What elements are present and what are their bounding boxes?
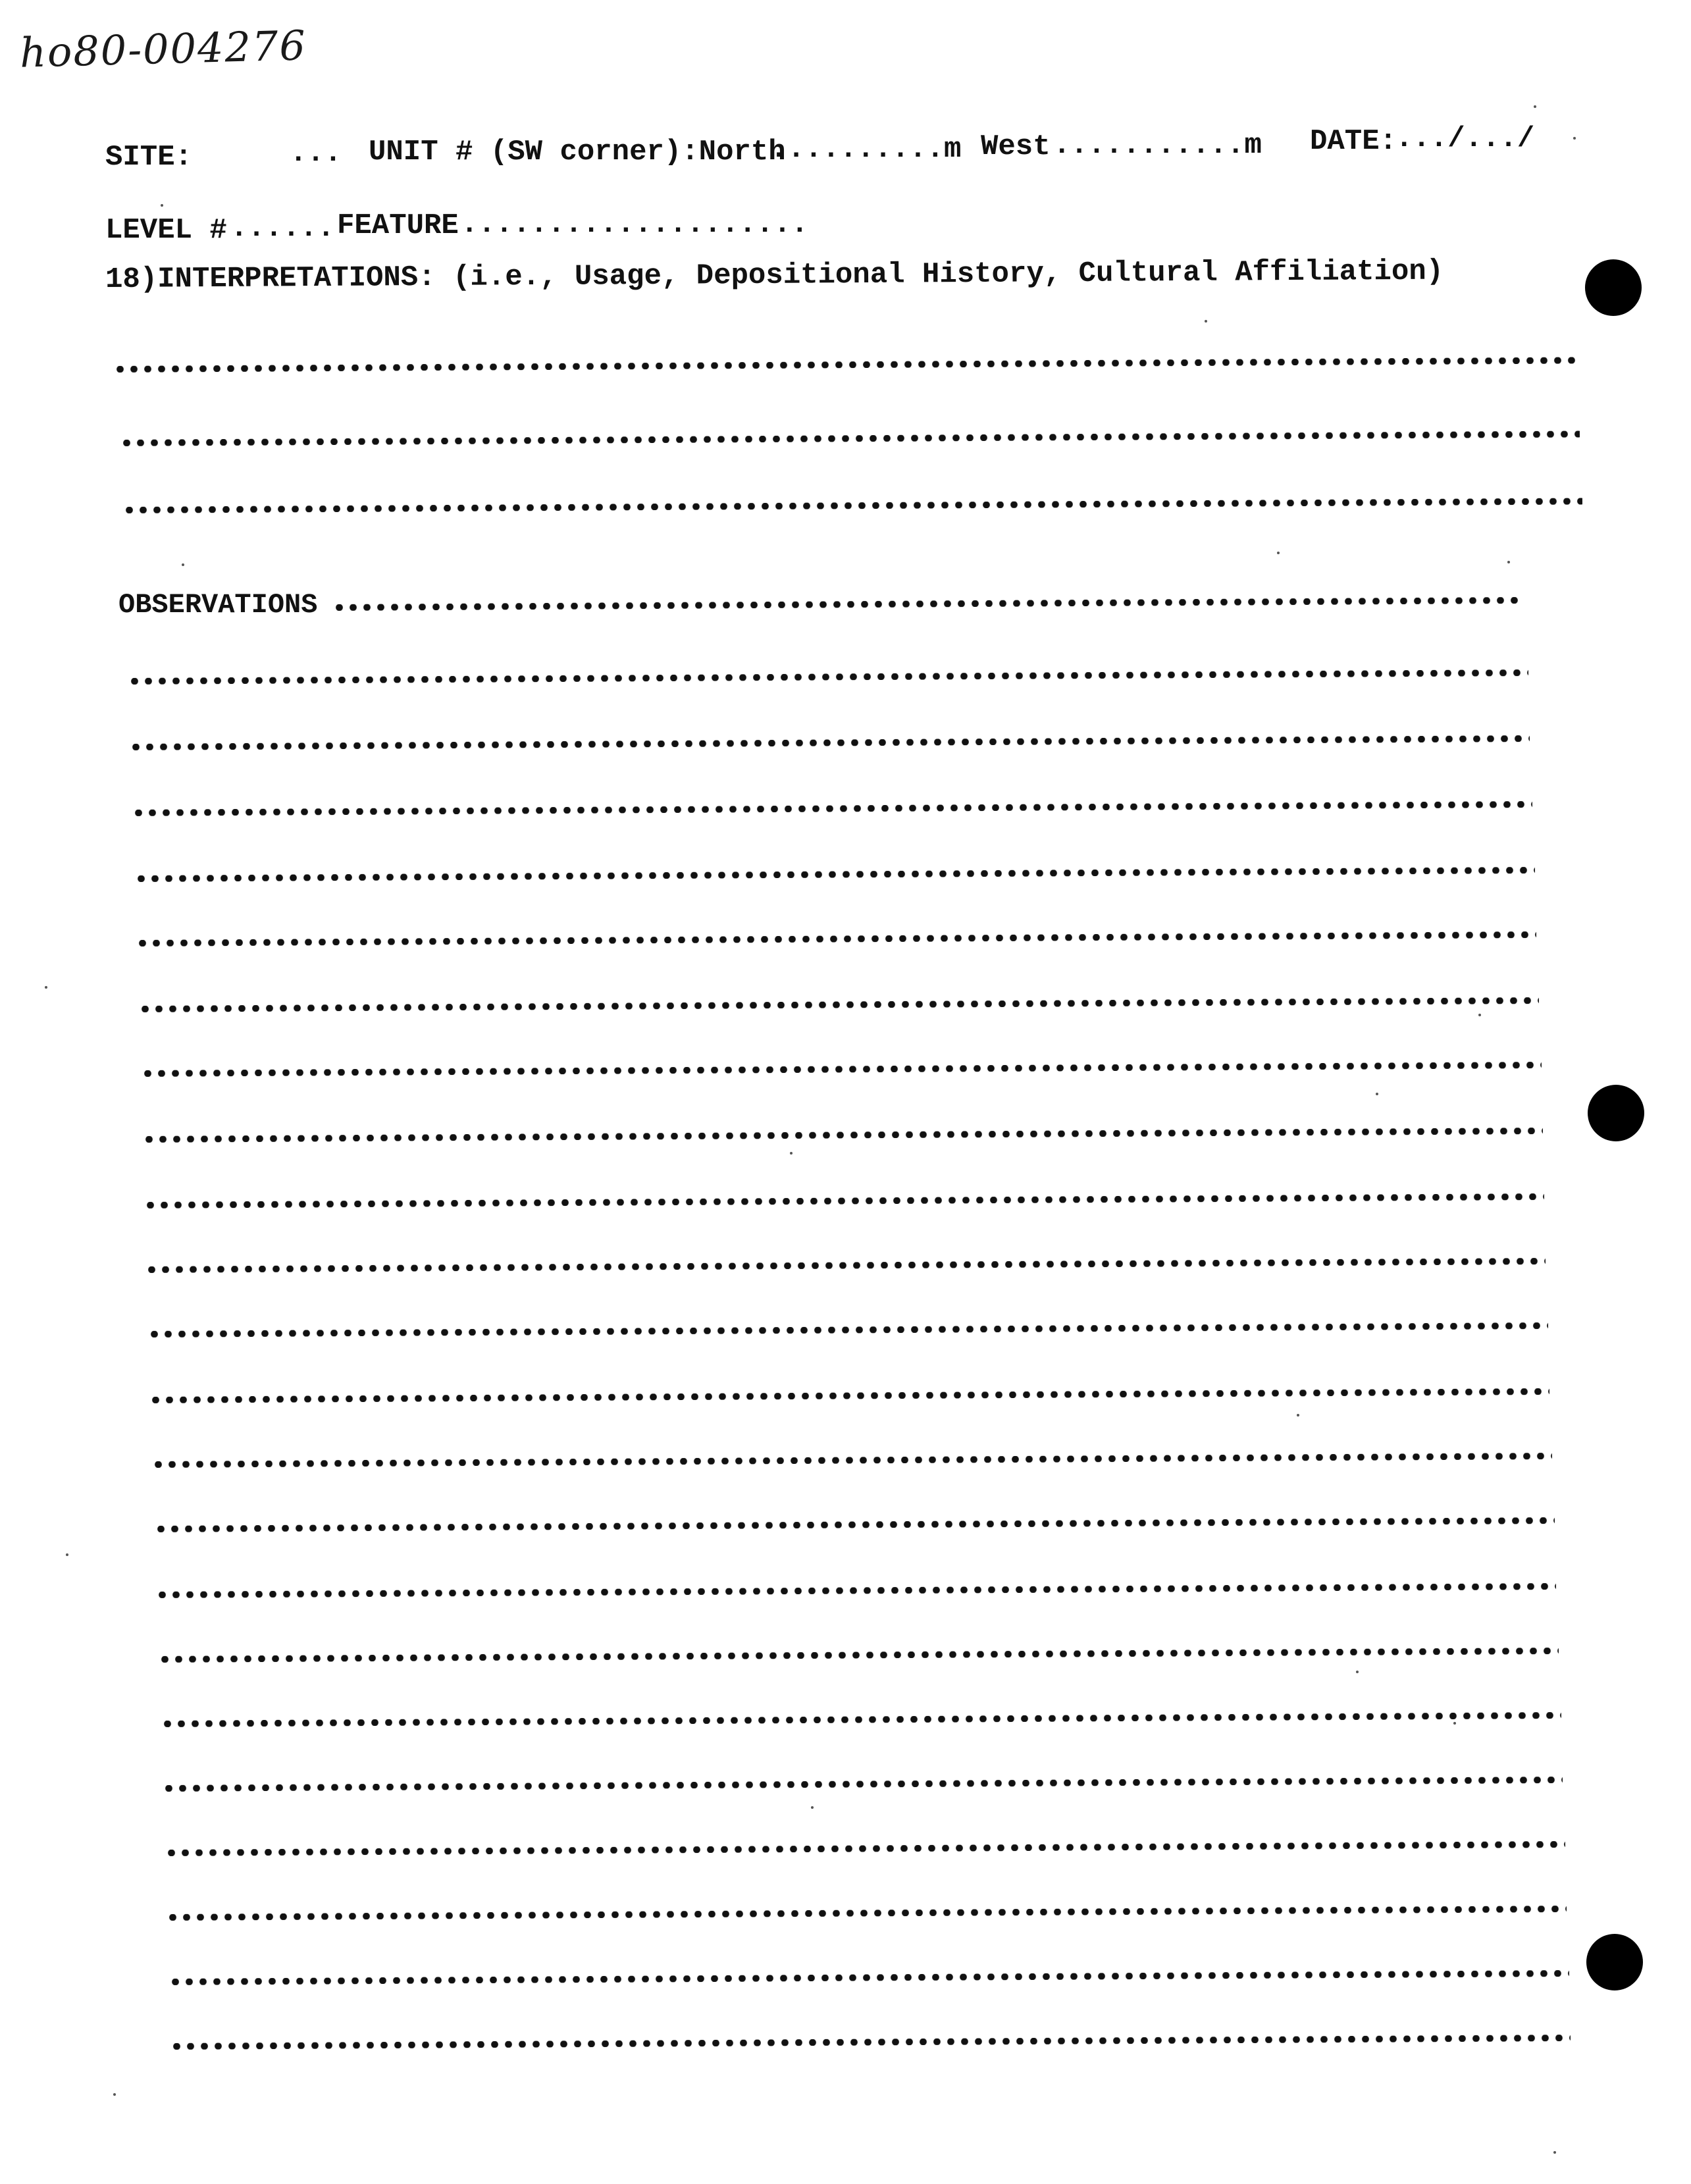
scan-speck bbox=[1507, 561, 1510, 563]
observations-fill-line[interactable] bbox=[134, 867, 1535, 882]
scan-speck bbox=[1453, 1722, 1456, 1725]
date-label: DATE: bbox=[1310, 125, 1397, 158]
punch-hole-bottom bbox=[1586, 1934, 1643, 1990]
observations-fill-line[interactable] bbox=[143, 1193, 1544, 1209]
observations-fill-line[interactable] bbox=[138, 997, 1539, 1012]
scan-speck bbox=[1205, 320, 1207, 323]
observations-fill-line[interactable] bbox=[147, 1322, 1548, 1338]
observations-first-fill-line[interactable] bbox=[332, 597, 1524, 611]
observations-fill-line[interactable] bbox=[165, 1841, 1565, 1856]
observations-fill-line[interactable] bbox=[161, 1712, 1561, 1727]
date-value-field[interactable]: .../.../ bbox=[1395, 122, 1535, 155]
scan-speck bbox=[161, 204, 163, 207]
scan-speck bbox=[66, 1553, 68, 1556]
scan-speck bbox=[1573, 137, 1576, 140]
level-value-field[interactable]: ...... bbox=[230, 212, 335, 245]
level-label: LEVEL # bbox=[105, 214, 227, 247]
unit-label: UNIT # (SW corner):North bbox=[369, 136, 786, 169]
punch-hole-top bbox=[1585, 259, 1642, 316]
observations-fill-line[interactable] bbox=[141, 1062, 1542, 1077]
scan-speck bbox=[1534, 105, 1536, 108]
scan-speck bbox=[1376, 1093, 1378, 1095]
feature-value-field[interactable]: .................... bbox=[461, 208, 809, 241]
observations-fill-line[interactable] bbox=[129, 735, 1530, 750]
observations-fill-line[interactable] bbox=[128, 669, 1528, 685]
interpretations-heading: 18)INTERPRETATIONS: (i.e., Usage, Depositional History, Cultural Affiliation) bbox=[105, 255, 1444, 296]
observations-fill-line[interactable] bbox=[145, 1258, 1546, 1273]
interpretations-fill-line[interactable] bbox=[113, 357, 1580, 373]
site-label: SITE: bbox=[105, 141, 193, 174]
scan-speck bbox=[45, 986, 47, 989]
scan-speck bbox=[1553, 2151, 1556, 2154]
observations-fill-line[interactable] bbox=[151, 1453, 1552, 1468]
interpretations-fill-line[interactable] bbox=[120, 430, 1580, 446]
north-value-field[interactable]: ..........m bbox=[770, 133, 962, 166]
observations-fill-line[interactable] bbox=[166, 1906, 1567, 1921]
interpretations-fill-line[interactable] bbox=[122, 498, 1582, 513]
site-value-field[interactable]: ... bbox=[290, 137, 342, 170]
observations-fill-line[interactable] bbox=[162, 1777, 1563, 1792]
scan-speck bbox=[811, 1806, 814, 1809]
scan-speck bbox=[113, 2093, 116, 2096]
scan-speck bbox=[790, 1152, 793, 1155]
feature-label: FEATURE bbox=[337, 209, 459, 242]
observations-fill-line[interactable] bbox=[155, 1583, 1556, 1598]
handwritten-document-id: ho80-004276 bbox=[19, 21, 307, 77]
scan-speck bbox=[182, 563, 184, 566]
observations-fill-line[interactable] bbox=[158, 1648, 1559, 1663]
scan-speck bbox=[1297, 1414, 1299, 1417]
observations-fill-line[interactable] bbox=[154, 1517, 1555, 1532]
scan-speck bbox=[1356, 1671, 1359, 1673]
observations-heading: OBSERVATIONS bbox=[118, 589, 318, 621]
observations-fill-line[interactable] bbox=[169, 1970, 1569, 1985]
observations-fill-line[interactable] bbox=[170, 2035, 1571, 2050]
observations-fill-line[interactable] bbox=[132, 801, 1532, 816]
observations-fill-line[interactable] bbox=[136, 931, 1536, 947]
observations-fill-line[interactable] bbox=[149, 1388, 1549, 1403]
scan-speck bbox=[1277, 552, 1280, 554]
punch-hole-middle bbox=[1588, 1085, 1644, 1141]
observations-fill-line[interactable] bbox=[142, 1128, 1543, 1143]
west-value-field[interactable]: ...........m bbox=[1053, 129, 1262, 162]
scan-speck bbox=[1478, 1014, 1481, 1016]
west-label: West bbox=[981, 130, 1051, 163]
